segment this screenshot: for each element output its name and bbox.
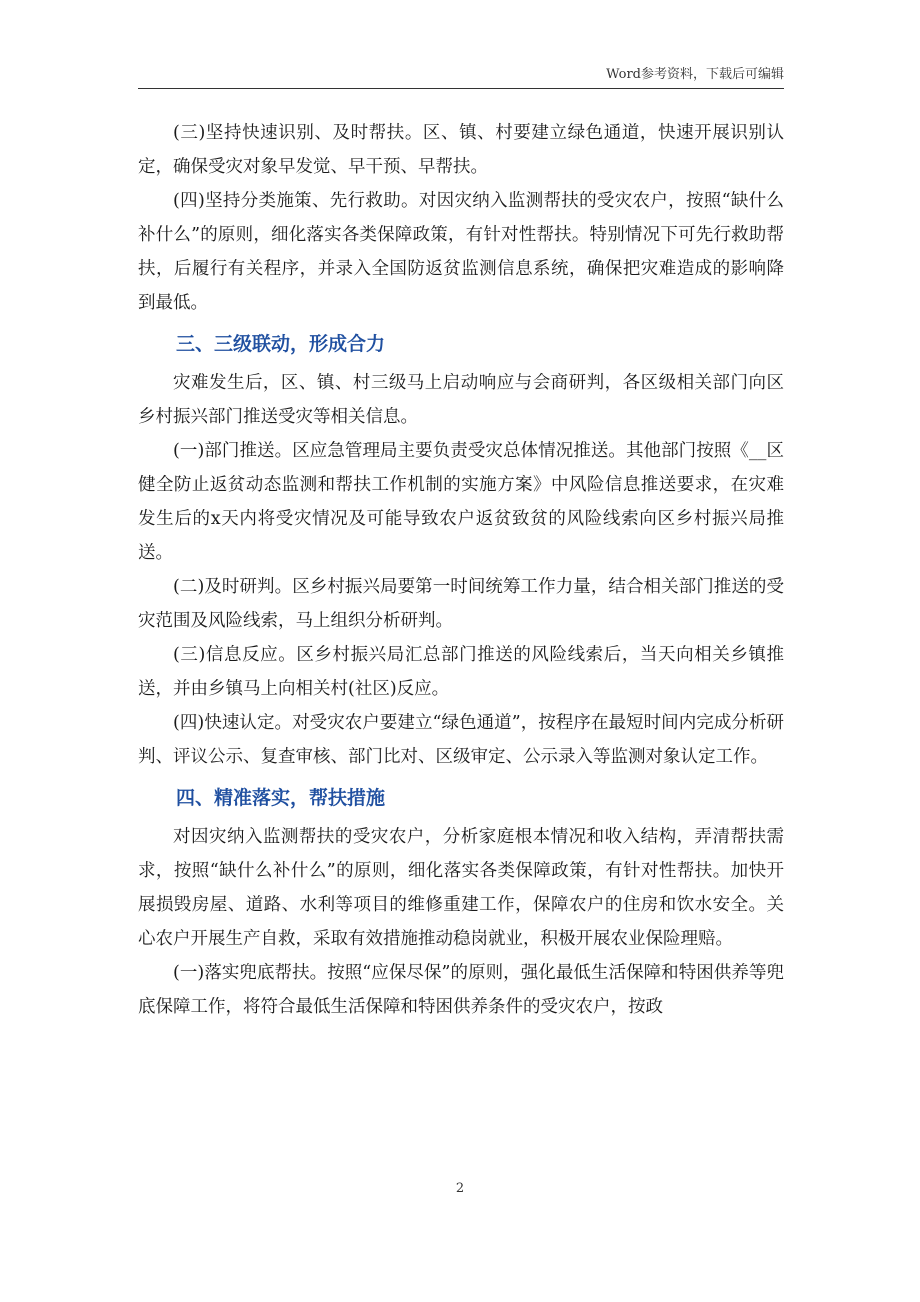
document-body [138,116,784,1024]
section-heading: 三、三级联动，形成合力 [176,333,386,355]
paragraph: (四)快速认定。对受灾农户要建立“绿色通道”，按程序在最短时间内完成分析研判、评议公示、复查审核、部门比对、区级审定、公示录入等监测对象认定工作。 [138,713,784,767]
paragraph: (三)坚持快速识别、及时帮扶。区、镇、村要建立绿色通道，快速开展识别认定，确保受灾对象早发觉、早干预、早帮扶。 [138,123,784,177]
paragraph: (一)部门推送。区应急管理局主要负责受灾总体情况推送。其他部门按照《__区健全防止返贫动态监测和帮扶工作机制的实施方案》中风险信息推送要求，在灾难发生后的x天内将受灾情况及可能导致农户返贫致贫的风险线索向区乡村振兴局推送。 [138,441,784,563]
page-number: 2 [455,1181,465,1196]
paragraph: (一)落实兜底帮扶。按照“应保尽保”的原则，强化最低生活保障和特困供养等兜底保障工作，将符合最低生活保障和特困供养条件的受灾农户，按政 [138,963,784,1017]
paragraph: (四)坚持分类施策、先行救助。对因灾纳入监测帮扶的受灾农户，按照“缺什么补什么”的原则，细化落实各类保障政策，有针对性帮扶。特别情况下可先行救助帮扶，后履行有关程序，并录入全国防返贫监测信息系统，确保把灾难造成的影响降到最低。 [138,191,784,313]
paragraph: (三)信息反应。区乡村振兴局汇总部门推送的风险线索后，当天向相关乡镇推送，并由乡镇马上向相关村(社区)反应。 [138,645,784,699]
paragraph: 对因灾纳入监测帮扶的受灾农户，分析家庭根本情况和收入结构，弄清帮扶需求，按照“缺什么补什么”的原则，细化落实各类保障政策，有针对性帮扶。加快开展损毁房屋、道路、水利等项目的维修重建工作，保障农户的住房和饮水安全。关心农户开展生产自救，采取有效措施推动稳岗就业，积极开展农业保险理赔。 [138,827,784,949]
section-heading: 四、精准落实，帮扶措施 [176,787,386,809]
page-header [138,66,784,89]
header-text: Word参考资料，下载后可编辑 [606,67,784,82]
paragraph: (二)及时研判。区乡村振兴局要第一时间统筹工作力量，结合相关部门推送的受灾范围及风险线索，马上组织分析研判。 [138,577,784,631]
paragraph: 灾难发生后，区、镇、村三级马上启动响应与会商研判，各区级相关部门向区乡村振兴部门推送受灾等相关信息。 [138,373,784,427]
